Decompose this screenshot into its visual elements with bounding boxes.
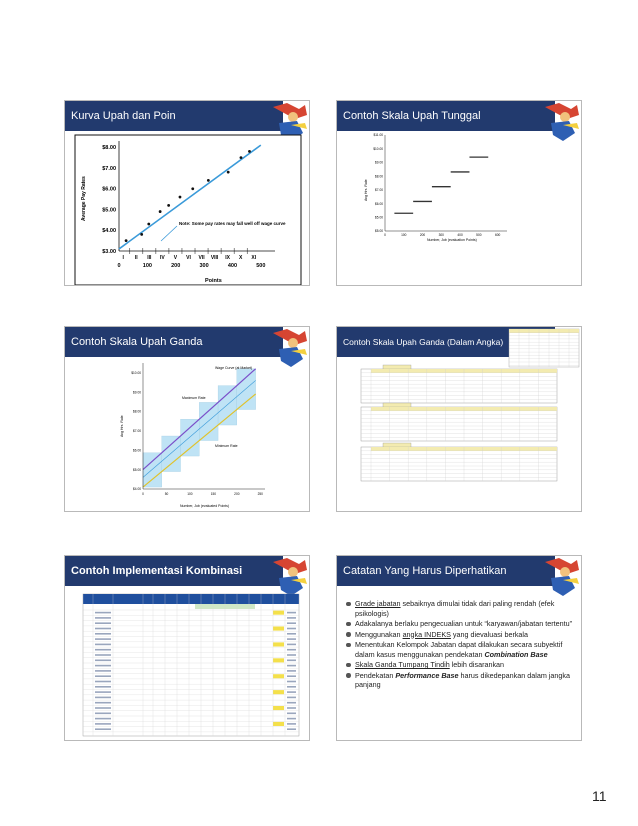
sheet-cell-text: [287, 718, 296, 720]
sheet-cell-text: [95, 702, 111, 704]
sheet-cell-text: [287, 612, 296, 614]
y-tick-label: $8.00: [375, 174, 383, 179]
slide-body: [65, 586, 310, 741]
y-tick-label: $9.00: [133, 390, 141, 395]
data-point: [167, 204, 170, 207]
implementation-table: [65, 586, 310, 741]
data-point: [240, 156, 243, 159]
x-tick-label: 200: [419, 233, 426, 237]
x-tick-label: 0: [384, 233, 386, 237]
data-point: [125, 239, 128, 242]
x-tick-label: 150: [210, 492, 217, 496]
chart-ylabel: Average Pay Rates: [81, 176, 87, 221]
grade-label: VIII: [210, 255, 219, 261]
slide-title: Contoh Implementasi Kombinasi: [65, 556, 283, 586]
data-point: [191, 187, 194, 190]
x-tick-label: 200: [234, 492, 240, 496]
chart-xlabel: Number, Job (evaluated Points): [180, 504, 230, 508]
table-caption: [383, 443, 411, 447]
sheet-cell-text: [287, 638, 296, 640]
note-item: Pendekatan Performance Base harus dikedepankan dalam jangka panjang: [345, 671, 577, 690]
sheet-cell-text: [95, 654, 111, 656]
x-tick-label: 300: [199, 263, 209, 269]
sheet-cell-text: [95, 675, 111, 677]
sheet-cell-text: [287, 617, 296, 619]
grade-label: III: [147, 255, 152, 261]
sheet-header: [83, 594, 299, 604]
grade-label: V: [173, 255, 178, 261]
data-point: [179, 196, 182, 199]
y-tick-label: $3.00: [102, 248, 116, 255]
chart-xlabel: Number, Job (evaluation Points): [427, 238, 477, 242]
sheet-cell-text: [95, 612, 111, 614]
sheet-cell-text: [95, 728, 111, 730]
y-tick-label: $10.00: [131, 370, 141, 375]
single-scale-chart: [337, 131, 582, 286]
sheet-cell-text: [287, 697, 296, 699]
y-tick-label: $11.00: [373, 133, 383, 138]
y-tick-label: $7.00: [133, 429, 141, 434]
sheet-highlight: [273, 627, 284, 631]
data-point: [159, 210, 162, 213]
slide-body: [337, 586, 582, 741]
x-tick-label: 200: [171, 263, 181, 269]
sheet-cell-text: [95, 697, 111, 699]
y-tick-label: $6.00: [375, 201, 383, 206]
sheet-cell-text: [287, 670, 296, 672]
x-tick-label: 100: [401, 233, 407, 237]
note-item: Menggunakan angka INDEKS yang dievaluasi berkala: [345, 630, 577, 640]
summary-table: [509, 329, 579, 367]
y-tick-label: $8.00: [102, 145, 116, 152]
sheet-cell-text: [287, 665, 296, 667]
range-box: [181, 419, 200, 456]
min-rate-label: Minimum Rate: [215, 444, 238, 448]
data-point: [140, 233, 143, 236]
chart-ylabel: Avg Hrs. Rate: [364, 179, 368, 201]
sheet-cell-text: [287, 675, 296, 677]
pay-curve-chart: [65, 131, 310, 286]
sheet-cell-text: [287, 686, 296, 688]
y-tick-label: $5.00: [133, 467, 141, 472]
slide-skala-ganda: [64, 326, 310, 512]
note-item: Grade jabatan sebaiknya dimulai tidak dari paling rendah (efek psikologis): [345, 599, 577, 618]
sheet-cell-text: [287, 691, 296, 693]
chart-xlabel: Points: [205, 278, 222, 284]
y-tick-label: $4.00: [102, 228, 116, 235]
sheet-cell-text: [95, 713, 111, 715]
data-point: [147, 223, 150, 226]
chart-ylabel: Avg Hrs. Rate: [120, 415, 124, 437]
sheet-highlight: [273, 690, 284, 694]
sheet-cell-text: [287, 702, 296, 704]
y-tick-label: $8.00: [133, 409, 141, 414]
y-tick-label: $6.00: [102, 186, 116, 193]
notes-list: [345, 599, 577, 691]
slide-title: Kurva Upah dan Poin: [65, 101, 283, 131]
sheet-cell-text: [95, 718, 111, 720]
sheet-highlight: [273, 611, 284, 615]
data-point: [248, 150, 251, 153]
sheet-cell-text: [95, 617, 111, 619]
rate-line: [143, 380, 256, 477]
sheet-cell-text: [287, 649, 296, 651]
sheet-cell-text: [287, 628, 296, 630]
slide-implementasi-kombinasi: [64, 555, 310, 741]
data-point: [207, 179, 210, 182]
table-block: [361, 407, 557, 441]
slide-title: Contoh Skala Upah Tunggal: [337, 101, 555, 131]
sheet-cell-text: [95, 628, 111, 630]
grade-label: II: [134, 255, 138, 261]
x-tick-label: 400: [457, 233, 463, 237]
page-number: 11: [592, 788, 607, 804]
slide-body: [337, 131, 582, 286]
sheet-highlight: [273, 706, 284, 710]
x-tick-label: 250: [257, 492, 263, 496]
sheet-cell-text: [287, 681, 296, 683]
range-box: [237, 369, 256, 410]
chart-note: Note: Some pay rates may fall well off wage curve: [179, 221, 286, 226]
sheet-highlight: [273, 658, 284, 662]
slide-kurva-upah: [64, 100, 310, 286]
sheet-cell-text: [95, 723, 111, 725]
slide-body: [65, 131, 310, 286]
sheet-cell-text: [95, 665, 111, 667]
sheet-cell-text: [287, 728, 296, 730]
sheet-cell-text: [287, 713, 296, 715]
x-tick-label: 50: [164, 492, 169, 496]
dual-scale-chart: [65, 357, 310, 512]
grade-label: IV: [160, 255, 165, 261]
slide-title: Contoh Skala Upah Ganda (Dalam Angka): [337, 327, 555, 357]
sheet-cell-text: [95, 622, 111, 624]
number-tables: [337, 327, 582, 512]
table-caption: [383, 403, 411, 407]
sheet-cell-text: [95, 707, 111, 709]
sheet-cell-text: [287, 723, 296, 725]
grade-label: I: [122, 255, 124, 261]
x-tick-label: 0: [142, 492, 144, 496]
sheet-cell-text: [95, 670, 111, 672]
sheet-highlight: [273, 674, 284, 678]
sheet-cell-text: [287, 633, 296, 635]
sheet-cell-text: [95, 644, 111, 646]
y-tick-label: $9.00: [375, 160, 383, 165]
table-block: [361, 447, 557, 481]
y-tick-label: $4.00: [133, 487, 141, 492]
grade-label: XI: [251, 255, 257, 261]
slide-catatan: [336, 555, 582, 741]
x-tick-label: 100: [187, 492, 193, 496]
x-tick-label: 300: [438, 233, 444, 237]
y-tick-label: $5.00: [375, 229, 383, 234]
grade-label: VI: [186, 255, 191, 261]
sheet-cell-text: [95, 660, 111, 662]
sheet-cell-text: [95, 691, 111, 693]
range-box: [143, 453, 162, 487]
sheet-cell-text: [95, 649, 111, 651]
slide-skala-ganda-angka: [336, 326, 582, 512]
data-point: [227, 171, 230, 174]
range-box: [218, 386, 237, 425]
table-block: [361, 369, 557, 403]
wage-curve-label: Wage Curve (at Market): [215, 366, 253, 370]
sheet-cell-text: [95, 633, 111, 635]
x-tick-label: 0: [117, 263, 121, 269]
range-box: [162, 436, 181, 472]
slide-skala-tunggal: [336, 100, 582, 286]
y-tick-label: $5.00: [375, 215, 383, 220]
grade-label: VII: [198, 255, 205, 261]
sheet-cell-text: [287, 660, 296, 662]
note-item: Menentukan Kelompok Jabatan dapat dilakukan secara subyektif dalam kasus menggunakan pendekatan Combination Base: [345, 640, 577, 659]
grade-label: X: [239, 255, 243, 261]
sheet-cell-text: [287, 707, 296, 709]
y-tick-label: $6.00: [133, 448, 141, 453]
note-item: Adakalanya berlaku pengecualian untuk “karyawan/jabatan tertentu”: [345, 619, 577, 629]
x-tick-label: 500: [476, 233, 482, 237]
slide-title: Contoh Skala Upah Ganda: [65, 327, 283, 357]
sheet-cell-text: [287, 622, 296, 624]
x-tick-label: 600: [494, 233, 501, 237]
slide-title: Catatan Yang Harus Diperhatikan: [337, 556, 555, 586]
y-tick-label: $7.00: [102, 165, 116, 172]
sheet-cell-text: [287, 654, 296, 656]
y-tick-label: $5.00: [102, 207, 116, 214]
sheet-cell-text: [95, 686, 111, 688]
sheet-cell-text: [95, 638, 111, 640]
slide-body: [65, 357, 310, 512]
note-item: Skala Ganda Tumpang Tindih lebih disarankan: [345, 660, 577, 670]
max-rate-label: Maximum Rate: [182, 396, 206, 400]
y-tick-label: $10.00: [373, 146, 383, 151]
table-caption: [383, 365, 411, 369]
grade-label: IX: [225, 255, 230, 261]
sheet-cell-text: [287, 644, 296, 646]
x-tick-label: 500: [256, 263, 266, 269]
x-tick-label: 400: [227, 263, 238, 269]
x-tick-label: 100: [142, 263, 152, 269]
sheet-highlight: [273, 722, 284, 726]
sheet-cell-text: [95, 681, 111, 683]
y-tick-label: $7.00: [375, 188, 383, 193]
sheet-highlight: [273, 642, 284, 646]
range-box: [199, 402, 218, 440]
